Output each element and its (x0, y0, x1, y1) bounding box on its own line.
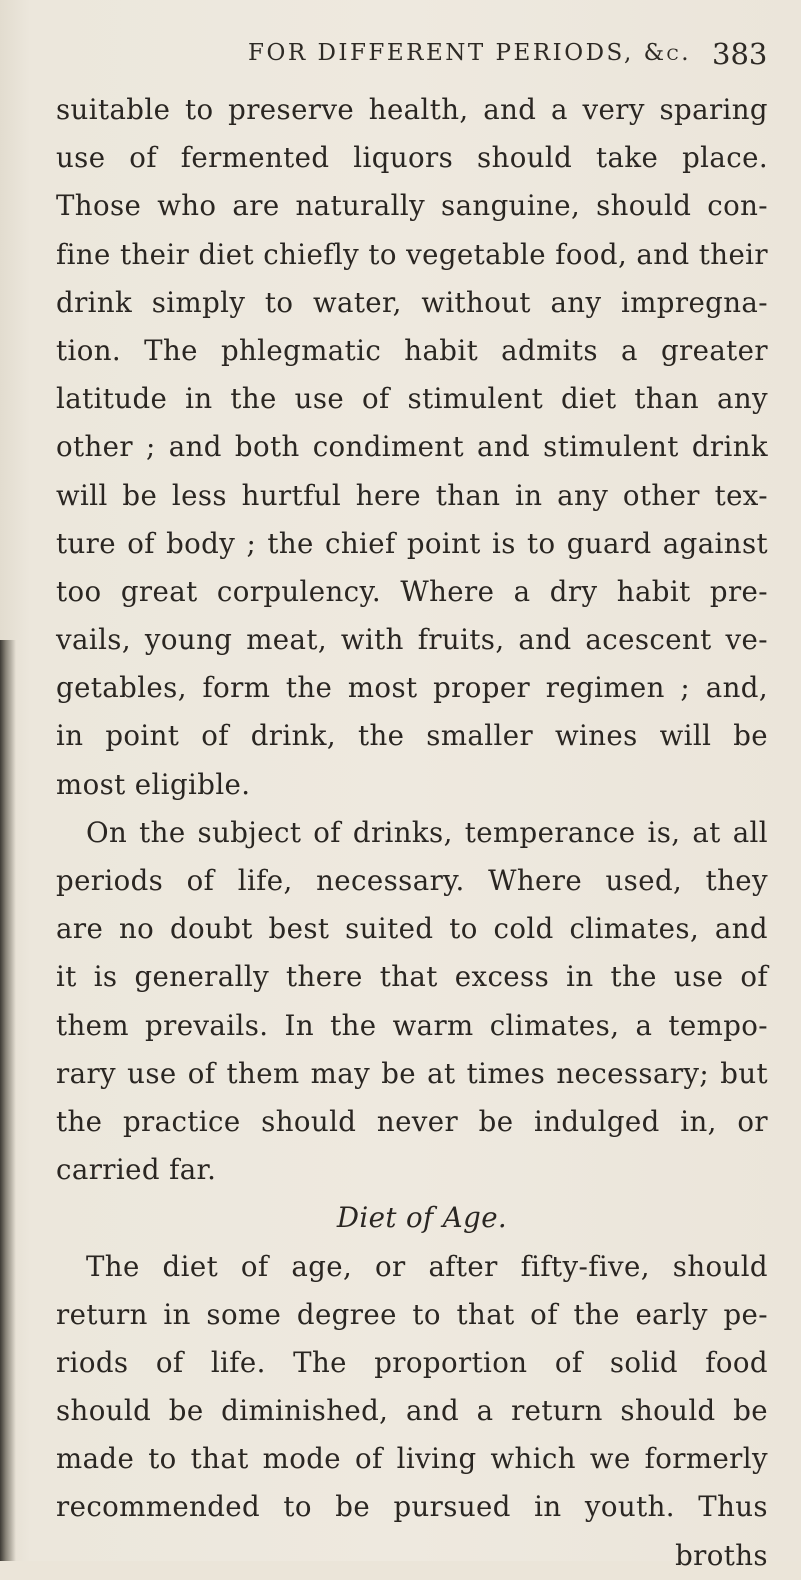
text-line: carried far. (56, 1153, 217, 1187)
text-line: fine their diet chiefly to vegetable food, and their (56, 237, 768, 271)
text-line: recommended to be pursued in youth. Thus (56, 1490, 768, 1524)
text-line: are no doubt best suited to cold climates, and (56, 912, 768, 946)
text-line: rary use of them may be at times necessary; but (56, 1056, 768, 1090)
text-line: made to that mode of living which we formerly (56, 1442, 768, 1476)
text-line: riods of life. The proportion of solid food (56, 1345, 768, 1379)
running-head: FOR DIFFERENT PERIODS, &c. (248, 40, 692, 66)
text-line: it is generally there that excess in the use of (56, 960, 768, 994)
text-line: ture of body ; the chief point is to guard against (56, 526, 768, 560)
text-line: return in some degree to that of the early pe- (56, 1297, 768, 1331)
text-line: the practice should never be indulged in, or (56, 1104, 768, 1138)
text-line: use of fermented liquors should take place. (56, 141, 768, 175)
text-line: drink simply to water, without any impregna- (56, 285, 768, 319)
text-line: in point of drink, the smaller wines will be (56, 719, 768, 753)
binding-shadow (0, 640, 16, 1561)
text-line: latitude in the use of stimulent diet than any (56, 382, 768, 416)
text-line: them prevails. In the warm climates, a tempo- (56, 1008, 768, 1042)
paragraph-first-line: On the subject of drinks, temperance is, at all (86, 815, 768, 849)
text-line: vails, young meat, with fruits, and acescent ve- (56, 623, 768, 657)
page-number: 383 (712, 37, 768, 71)
text-line: too great corpulency. Where a dry habit pre- (56, 574, 768, 608)
text-line: most eligible. (56, 767, 251, 801)
text-line: other ; and both condiment and stimulent drink (56, 430, 768, 464)
text-line: tion. The phlegmatic habit admits a greater (56, 333, 768, 367)
catchword: broths (675, 1538, 768, 1572)
text-line: Those who are naturally sanguine, should con- (56, 189, 768, 223)
text-line: getables, form the most proper regimen ; and, (56, 671, 768, 705)
text-line: suitable to preserve health, and a very sparing (56, 93, 768, 126)
paragraph-first-line: The diet of age, or after fifty-five, should (86, 1249, 768, 1283)
text-line: will be less hurtful here than in any other tex- (56, 478, 768, 512)
text-line: should be diminished, and a return should be (56, 1394, 768, 1428)
text-line: periods of life, necessary. Where used, they (56, 864, 768, 897)
page-header (0, 37, 801, 80)
section-heading: Diet of Age. (336, 1201, 508, 1235)
body-text (56, 86, 768, 1580)
